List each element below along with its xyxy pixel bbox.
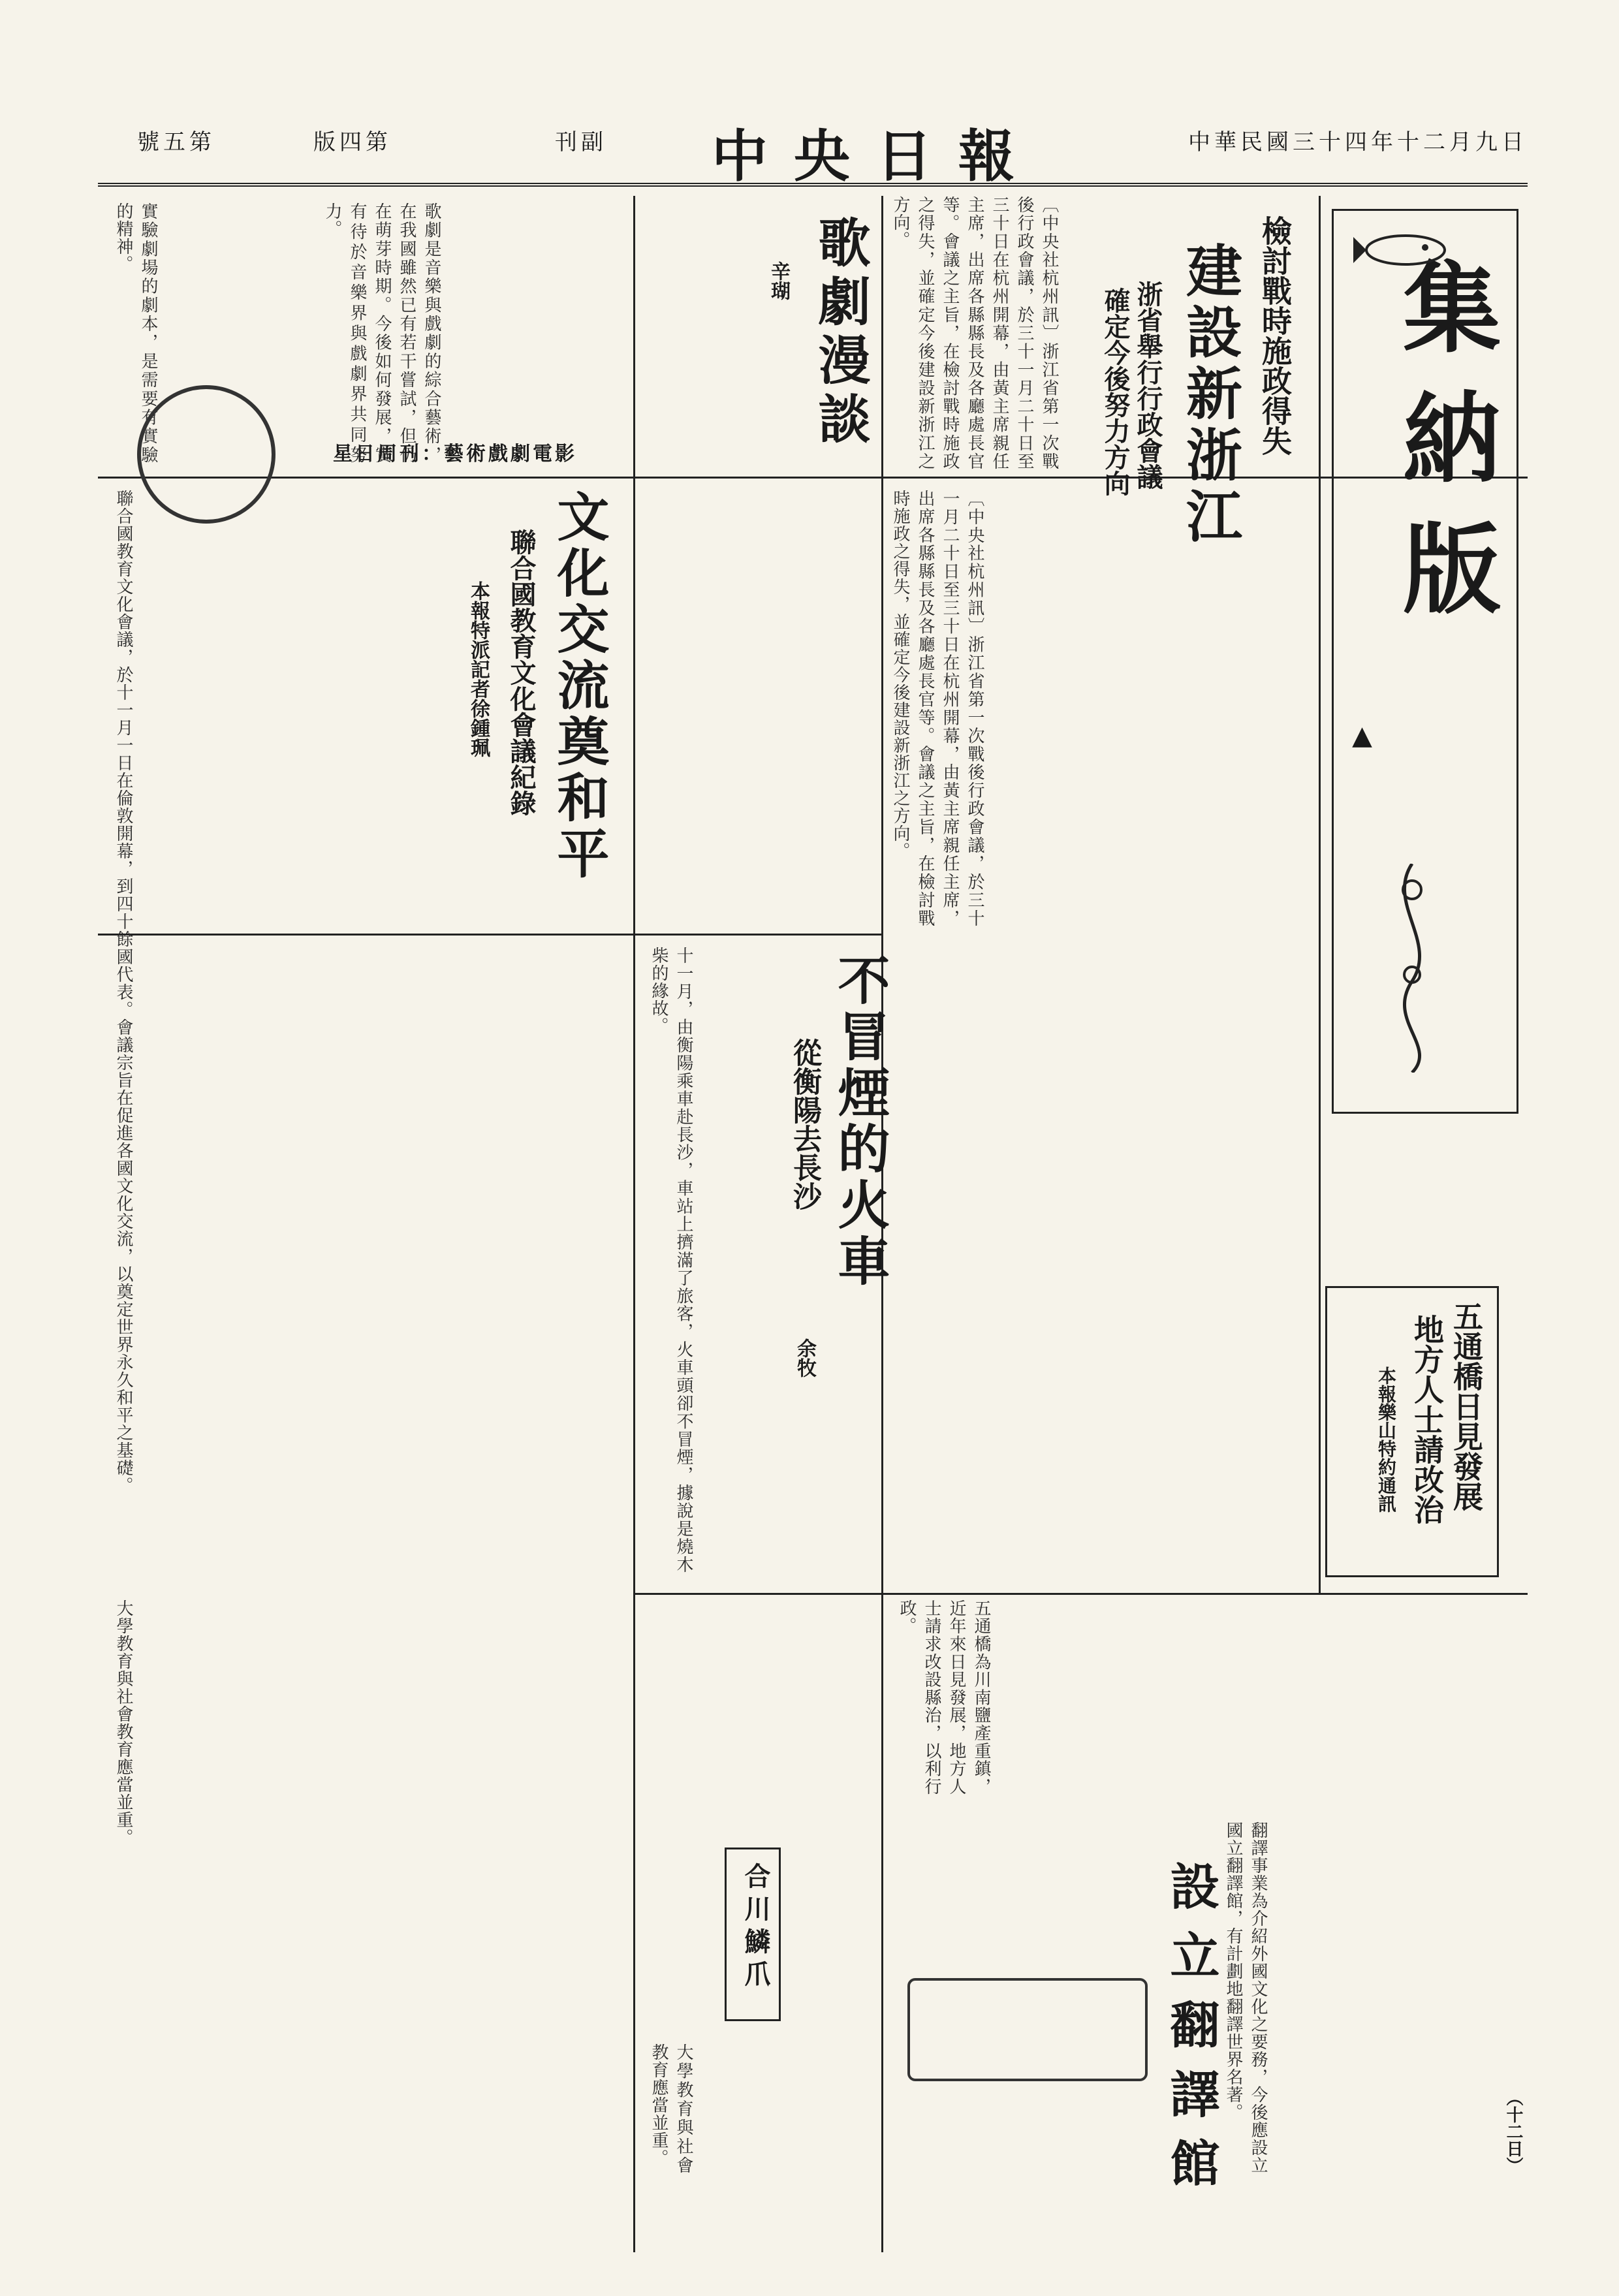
divider-top bbox=[98, 477, 1528, 479]
photo-credit: 影電劇戲術藝：刊周日星 bbox=[333, 443, 577, 465]
divider-lower bbox=[633, 1593, 1528, 1595]
category-label: 刊副 bbox=[555, 129, 607, 155]
lead-article-body: 〔中央社杭州訊〕浙江省第一次戰後行政會議，於三十一月二十日至三十日在杭州開幕，由黃主席親任主席，出席各縣縣長及各廳處長官等。會議之主旨，在檢討戰時施政之得失，並確定今後建設新浙江之方向。 bbox=[890, 196, 1059, 470]
column-rule-left bbox=[633, 196, 635, 2252]
lead-article-continued: 〔中央社杭州訊〕浙江省第一次戰後行政會議，於三十一月二十日至三十日在杭州開幕，由黃主席親任主席，出席各縣縣長及各廳處長官等。會議之主旨，在檢討戰時施政之得失，並確定今後建設新浙江之方向。 bbox=[890, 490, 984, 927]
column-rule-right bbox=[1319, 196, 1321, 1593]
culture-subhead: 聯合國教育文化會議紀錄 bbox=[506, 529, 537, 816]
section-title: 集納版 bbox=[1386, 257, 1501, 648]
decorative-seal-icon bbox=[907, 1978, 1148, 2081]
edition-number: 號五第 bbox=[137, 129, 215, 155]
culture-byline: 本報特派記者徐鍾珮 bbox=[467, 581, 490, 757]
opera-author: 辛瑚 bbox=[767, 261, 790, 300]
bridge-body: 五通橋為川南鹽產重鎮，近年來日見發展，地方人士請求改設縣治，以利行政。 bbox=[897, 1599, 991, 1795]
train-headline: 不冒煙的火車 bbox=[829, 953, 890, 1290]
floral-ornament-icon bbox=[1373, 864, 1451, 1073]
hechuan-column-box bbox=[725, 1848, 781, 2021]
train-body: 十一月，由衡陽乘車赴長沙，車站上擠滿了旅客，火車頭卻不冒煙，據說是燒木柴的緣故。 bbox=[649, 947, 693, 1573]
train-author: 余牧 bbox=[793, 1338, 816, 1377]
footer-note: （十二日） bbox=[1503, 2089, 1523, 2174]
fish-ornament-icon bbox=[1353, 224, 1458, 276]
hechuan-title: 合川鱗爪 bbox=[740, 1863, 771, 1993]
lead-kicker: 檢討戰時施政得失 bbox=[1257, 215, 1293, 456]
newspaper-page bbox=[98, 111, 1528, 2252]
bridge-subhead: 地方人士請改治 bbox=[1409, 1314, 1445, 1524]
train-subhead: 從衡陽去長沙 bbox=[788, 1038, 821, 1210]
lead-subhead-1: 浙省舉行行政會議 bbox=[1133, 281, 1163, 490]
opera-headline: 歌劇漫談 bbox=[810, 215, 871, 450]
culture-headline: 文化交流奠和平 bbox=[548, 490, 610, 883]
issue-date: 中華民國三十四年十二月九日 bbox=[1188, 129, 1528, 155]
culture-body: 聯合國教育文化會議，於十一月一日在倫敦開幕，到四十餘國代表。會議宗旨在促進各國文化交流，以奠定世界永久和平之基礎。 bbox=[114, 490, 133, 1494]
page-number: 版四第 bbox=[313, 129, 392, 155]
left-lower-text: 大學教育與社會教育應當並重。 bbox=[114, 1599, 133, 1846]
lead-headline: 建設新浙江 bbox=[1176, 242, 1242, 548]
left-top-text: 實驗劇場的劇本，是需要有實驗的精神。 bbox=[114, 202, 158, 464]
translation-headline: 設立翻譯館 bbox=[1162, 1861, 1220, 2207]
opera-body: 歌劇是音樂與戲劇的綜合藝術，在我國雖然已有若干嘗試，但仍在萌芽時期。今後如何發展，實有待於音樂界與戲劇界共同努力。 bbox=[322, 202, 441, 464]
lead-subhead-2: 確定今後努力方向 bbox=[1100, 287, 1131, 496]
bridge-byline: 本報樂山特約通訊 bbox=[1375, 1366, 1397, 1513]
bridge-headline: 五通橋日見發展 bbox=[1449, 1301, 1484, 1511]
section-title-dash: ▲ bbox=[1347, 720, 1377, 751]
translation-body: 翻譯事業為介紹外國文化之要務，今後應設立國立翻譯館，有計劃地翻譯世界名著。 bbox=[1223, 1821, 1268, 2174]
bridge-article-box bbox=[1325, 1286, 1499, 1577]
section-title-box bbox=[1332, 209, 1518, 1114]
masthead bbox=[98, 111, 1528, 187]
newspaper-title: 中央日報 bbox=[712, 123, 1041, 189]
hechuan-body: 大學教育與社會教育應當並重。 bbox=[649, 2043, 693, 2174]
